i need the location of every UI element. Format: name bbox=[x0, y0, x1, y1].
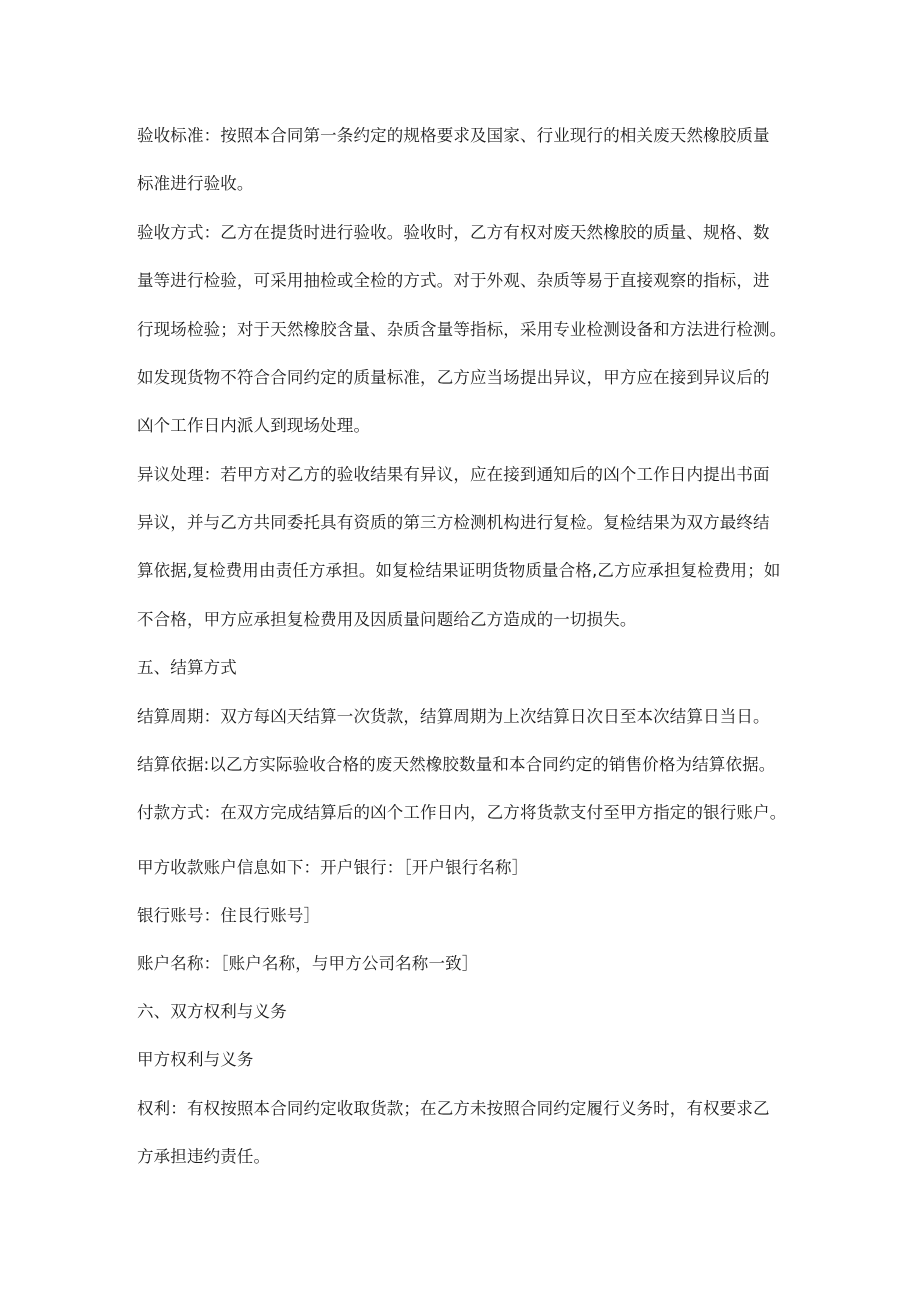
section-heading-6: 六、双方权利与义务 bbox=[137, 1002, 287, 1021]
text-line-3: 验收方式：乙方在提货时进行验收。验收时，乙方有权对废天然橡胶的质量、规格、数 bbox=[137, 223, 770, 242]
text-line-13: 结算周期：双方每凶天结算一次货款，结算周期为上次结算日次日至本次结算日当日。 bbox=[137, 707, 770, 726]
text-line-7: 凶个工作日内派人到现场处理。 bbox=[137, 416, 371, 435]
text-line-8: 异议处理：若甲方对乙方的验收结果有异议，应在接到通知后的凶个工作日内提出书面 bbox=[137, 465, 770, 484]
text-line-11: 不合格，甲方应承担复检费用及因质量问题给乙方造成的一切损失。 bbox=[137, 610, 637, 629]
section-heading-5: 五、结算方式 bbox=[137, 658, 237, 677]
text-line-14: 结算依据:以乙方实际验收合格的废天然橡胶数量和本合同约定的销售价格为结算依据。 bbox=[137, 755, 776, 774]
text-line-2: 标准进行验收。 bbox=[137, 174, 254, 193]
text-line-15: 付款方式：在双方完成结算后的凶个工作日内，乙方将货款支付至甲方指定的银行账户。 bbox=[137, 803, 787, 822]
text-line-22: 方承担违约责任。 bbox=[137, 1147, 271, 1166]
text-line-1: 验收标准：按照本合同第一条约定的规格要求及国家、行业现行的相关废天然橡胶质量 bbox=[137, 126, 770, 145]
text-line-5: 行现场检验；对于天然橡胶含量、杂质含量等指标，采用专业检测设备和方法进行检测。 bbox=[137, 320, 787, 339]
text-line-10: 算依据,复检费用由责任方承担。如复检结果证明货物质量合格,乙方应承担复检费用；如 bbox=[137, 561, 781, 580]
text-line-6: 如发现货物不符合合同约定的质量标准，乙方应当场提出异议，甲方应在接到异议后的 bbox=[137, 368, 770, 387]
subsection-heading: 甲方权利与义务 bbox=[137, 1050, 254, 1069]
text-line-18: 账户名称：［账户名称，与甲方公司名称一致］ bbox=[137, 954, 479, 973]
text-line-16: 甲方收款账户信息如下：开户银行：［开户银行名称］ bbox=[137, 858, 529, 877]
text-line-4: 量等进行检验，可采用抽检或全检的方式。对于外观、杂质等易于直接观察的指标，进 bbox=[137, 271, 770, 290]
text-line-17: 银行账号：住艮行账号］ bbox=[137, 906, 321, 925]
text-line-21: 权利：有权按照本合同约定收取货款；在乙方未按照合同约定履行义务时，有权要求乙 bbox=[137, 1099, 770, 1118]
text-line-9: 异议，并与乙方共同委托具有资质的第三方检测机构进行复检。复检结果为双方最终结 bbox=[137, 513, 770, 532]
